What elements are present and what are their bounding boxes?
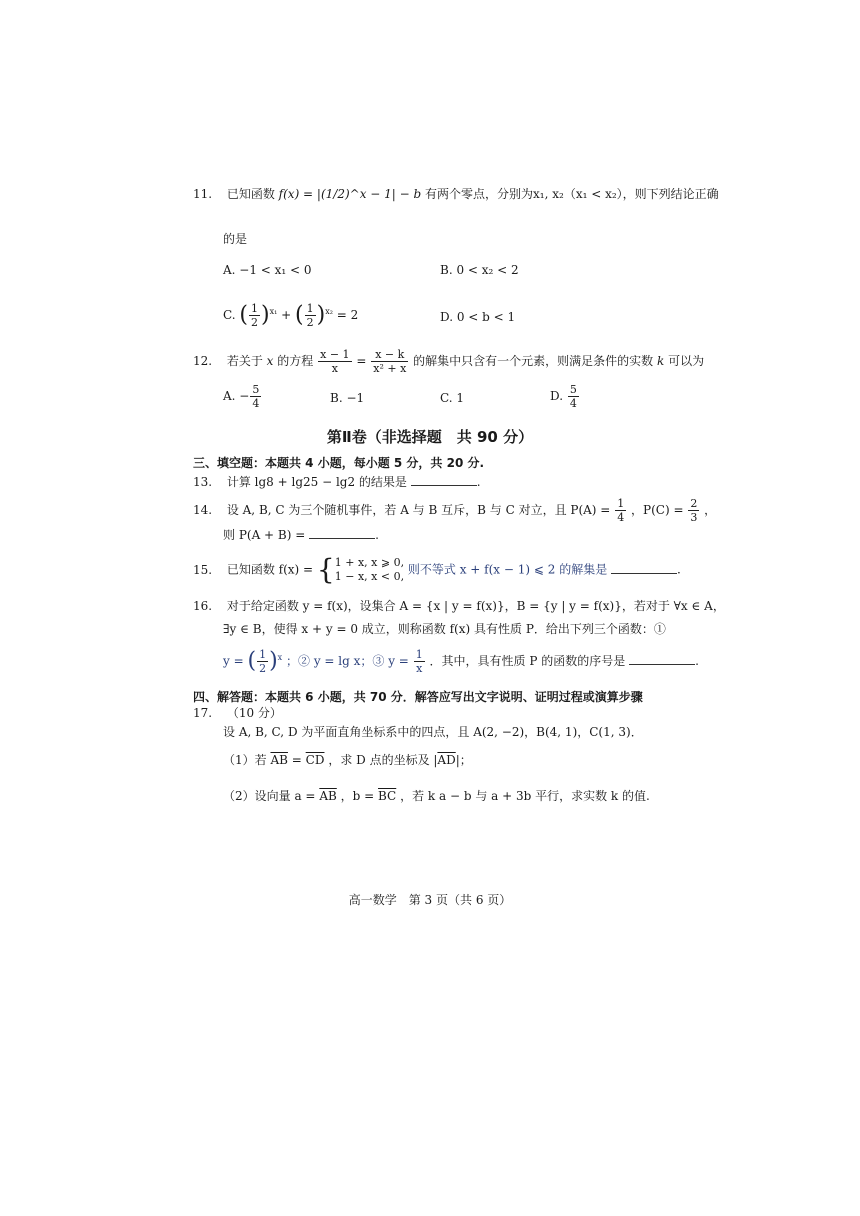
q16-line1 [193, 598, 725, 614]
q13-text: 计算 lg8 + lg25 − lg2 的结果是 [226, 475, 407, 489]
page-footer: 高一数学 第 3 页（共 6 页） [348, 893, 512, 907]
q16-answer-blank[interactable] [629, 652, 695, 665]
q17-score: （10 分） [226, 706, 282, 720]
q12-option-a: A. − $\frac{5}{4}$ [223, 383, 260, 410]
q12-stem-b: 的方程 [277, 354, 314, 368]
q11-option-c-label: C. [223, 308, 236, 322]
q15-number: 15. [193, 562, 213, 577]
q12-option-c: C. 1 [440, 391, 465, 405]
q15: 15. 已知函数 f(x) = {1 + x, x ⩾ 0, 1 − x, x < 0, 则不等式 x + f(x − 1) ⩽ 2 的解集是 . [193, 553, 681, 586]
q11-option-c: C. ( $\frac{1}{2}$ )$^{x_1}$ + ( $\frac{1}{2}$ )$^{x_2}$ = 2 [223, 302, 359, 329]
vector-cd: $\overline{CD}$ [305, 753, 325, 767]
q15-piece-1: 1 + x, x ⩾ 0, [334, 556, 405, 569]
q14-number: 14. [193, 503, 213, 517]
q14-text-a: 设 A, B, C 为三个随机事件，若 A 与 B 互斥，B 与 C 对立，且 P(A) = [226, 503, 611, 517]
part4-heading: 四、解答题：本题共 6 小题，共 70 分．解答应写出文字说明、证明过程或演算步骤 [193, 690, 643, 704]
q12-fraction-right: $\frac{x - k}{\text{x² + x}}$ [373, 348, 407, 375]
q12-stem-d: 可以为 [668, 354, 705, 368]
q12-stem-c: 的解集中只含有一个元素，则满足条件的实数 [413, 354, 654, 368]
vector-ab-2: $\overline{AB}$ [319, 789, 337, 803]
q17-header [193, 705, 282, 721]
section-2-title: 第Ⅱ卷（非选择题 共 90 分） [326, 428, 534, 446]
q16-func2: ；② y = lg x；③ y = [286, 654, 409, 668]
q11-number: 11. [193, 187, 213, 201]
q11-option-c-frac1: $\frac{1}{2}$ [251, 302, 258, 329]
q12-var-k: k [656, 354, 665, 368]
q17-part1: （1）若 $\overline{AB} = \overline{CD}$ ，求 D 点的坐标及 $|\overline{AD}|$； [223, 753, 472, 767]
q14-text-b: ，P(C) = [631, 503, 684, 517]
q11-stem-b: 有两个零点，分别为x₁, x₂（x₁ < x₂），则下列结论正确 [425, 187, 719, 201]
q14-line2: 则 P(A + B) = . [223, 528, 379, 542]
q11-stem-c: 的是 [223, 232, 248, 246]
q16-number: 16. [193, 599, 213, 613]
q12-stem [193, 348, 704, 375]
q17-stem: 设 A, B, C, D 为平面直角坐标系中的四点，且 A(2, −2)，B(4, 1)，C(1, 3)． [223, 725, 643, 739]
q16-question: ．其中，具有性质 P 的函数的序号是 [429, 654, 626, 668]
q12-number: 12. [193, 354, 213, 368]
q16-line1-text: 对于给定函数 y = f(x)，设集合 A = {x | y = f(x)}，B = {y | y = f(x)}，若对于 ∀x ∈ A， [226, 599, 725, 613]
q11-option-d: D. 0 < b < 1 [440, 310, 516, 324]
q12-option-d: D. $\frac{5}{4}$ [550, 383, 577, 410]
q13-answer-blank[interactable] [411, 473, 477, 486]
q11-option-b: B. 0 < x₂ < 2 [440, 263, 519, 277]
q15-text-a: 已知函数 f(x) = [226, 562, 314, 577]
q17-part2: （2）设向量 $a = \overline{AB}$ ，$b = \overline{BC}$ ，若 k a − b 与 a + 3b 平行，求实数 k 的值. [223, 789, 650, 803]
q17-number: 17. [193, 706, 213, 720]
q16-func1-lhs: y = [223, 654, 244, 668]
part3-heading: 三、填空题：本题共 4 小题，每小题 5 分，共 20 分. [193, 456, 485, 470]
q14: 14. 设 A, B, C 为三个随机事件，若 A 与 B 互斥，B 与 C 对立，且 P(A) = $\frac{1}{4}$ ，P(C) = $\frac{2}{3}$ ， [193, 497, 717, 524]
vector-bc: $\overline{BC}$ [378, 789, 397, 803]
q13: 13. 计算 lg8 + lg25 − lg2 的结果是 . [193, 475, 481, 489]
q11-option-c-tail: = 2 [336, 308, 359, 322]
q14-line2-text: 则 P(A + B) = [223, 528, 306, 542]
q11-stem-continued [223, 231, 247, 247]
q12-equals: = [356, 354, 367, 368]
q11-stem [193, 186, 719, 202]
q16-line2: ∃y ∈ B，使得 x + y = 0 成立，则称函数 f(x) 具有性质 P．给出下列三个函数：① [223, 622, 666, 636]
q12-var-x: x [266, 354, 274, 368]
vector-ab: $\overline{AB}$ [270, 753, 288, 767]
q13-number: 13. [193, 475, 213, 489]
vector-ad: $\overline{AD}$ [437, 753, 456, 767]
q11-formula: f(x) = |(1/2)^x − 1| − b [278, 187, 422, 201]
q11-option-c-frac2: $\frac{1}{2}$ [306, 302, 314, 329]
q12-fraction-left: $\frac{x - 1}{x}$ [320, 348, 350, 375]
q14-answer-blank[interactable] [309, 526, 375, 539]
q15-answer-blank[interactable] [611, 561, 677, 574]
q12-stem-a: 若关于 [226, 354, 263, 368]
q15-piece-2: 1 − x, x < 0, [334, 570, 405, 583]
q15-text-b: 则不等式 x + f(x − 1) ⩽ 2 的解集是 [407, 562, 608, 577]
q11-option-a: A. −1 < x₁ < 0 [223, 263, 312, 277]
q12-option-b: B. −1 [330, 391, 365, 405]
q11-stem-a: 已知函数 [226, 187, 275, 201]
q16-line3: y = ( $\frac{1}{2}$ )$^x$ ；② y = lg x；③ y = $\frac{1}{x}$ ．其中，具有性质 P 的函数的序号是 . [223, 648, 699, 675]
